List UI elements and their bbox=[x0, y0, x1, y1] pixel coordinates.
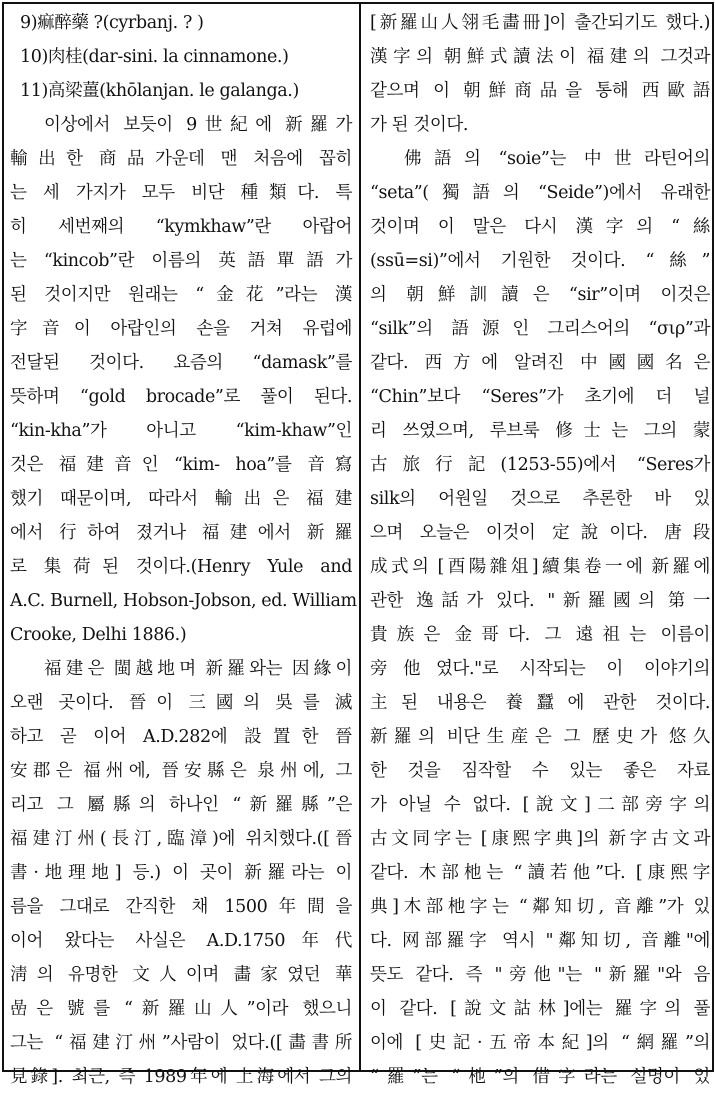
text-line: 같다. 西方에 알려진 中國國名은 bbox=[370, 353, 710, 373]
text-line: 이에 [史記·五帝本紀]의 “網羅”의 bbox=[370, 1033, 710, 1053]
right-column bbox=[370, 6, 710, 1087]
text-line: 같다. 木部杝는 “讀若他”다. [康熙字 bbox=[370, 863, 710, 883]
text-line: 貴族은 金哥다. 그 遠祖는 이름이 bbox=[370, 625, 710, 645]
text-line: 했기 때문이며, 따라서 輸出은 福建 bbox=[10, 489, 352, 509]
text-line: 다. 网部羅字 역시 "鄰知切, 音離"에 bbox=[370, 931, 710, 951]
text-line: 는 세 가지가 모두 비단 種類다. 특 bbox=[10, 183, 352, 203]
text-line: 新羅의 비단生産은 그 歷史가 悠久 bbox=[370, 727, 710, 747]
text-line: 것은 福建音인 “kim- hoa”를 音寫 bbox=[10, 455, 352, 475]
text-line: 福建汀州(長汀,臨漳)에 위치했다.([晉 bbox=[10, 829, 352, 849]
text-line: 書·地理地] 등.) 이 곳이 新羅라는 이 bbox=[10, 863, 352, 883]
text-line: 뜻도 같다. 즉 "旁他"는 "新羅"와 음 bbox=[370, 965, 710, 985]
text-line: (ssū=si)”에서 기원한 것이다. “絲” bbox=[370, 251, 710, 271]
text-line: 히 세번째의 “kymkhaw”란 아랍어 bbox=[10, 217, 352, 237]
text-line: 가 된 것이다. bbox=[370, 115, 469, 135]
text-line: 安郡은 福州에, 晉安縣은 泉州에, 그 bbox=[10, 761, 352, 781]
text-line: 의 朝鮮訓讀은 “sir”이며 이것은 bbox=[370, 285, 710, 305]
text-line: 9)痲醉藥 ?(cyrbanj. ? ) bbox=[20, 13, 204, 33]
text-line: “羅”는 “杝”의 借字라는 설명이 있 bbox=[370, 1067, 710, 1087]
text-line: 그는 “福建汀州”사람이 었다.([畵書所 bbox=[10, 1033, 352, 1053]
text-line: 10)肉桂(dar-sini. la cinnamone.) bbox=[20, 47, 289, 67]
text-line: 旁他였다."로 시작되는 이 이야기의 bbox=[370, 659, 710, 679]
text-line: “silk”의 語源인 그리스어의 “σιρ”과 bbox=[370, 319, 710, 339]
text-line: 뜻하며 “gold brocade”로 풀이 된다. bbox=[10, 387, 352, 407]
text-line: 古文同字는 [康熙字典]의 新字古文과 bbox=[370, 829, 710, 849]
text-line: 字音이 아랍인의 손을 거쳐 유럽에 bbox=[10, 319, 352, 339]
text-line: 11)高梁薑(khōlanjan. le galanga.) bbox=[20, 81, 299, 101]
text-line: 古旅行記(1253-55)에서 “Seres가 bbox=[370, 455, 710, 475]
text-line: 에서 行하여 졌거나 福建에서 新羅 bbox=[10, 523, 352, 543]
text-line: 로 集荷된 것이다.(Henry Yule and bbox=[10, 557, 352, 577]
text-line: 이어 왔다는 사실은 A.D.1750年代 bbox=[10, 931, 352, 951]
text-line: 淸의 유명한 文人이며 畵家였던 華 bbox=[10, 965, 352, 985]
text-line: 典]木部杝字는 “鄰知切, 音離”가 있 bbox=[370, 897, 710, 917]
text-line: 이상에서 보듯이 9世紀에 新羅가 bbox=[44, 115, 352, 135]
text-line: 전달된 것이다. 요즘의 “damask”를 bbox=[10, 353, 352, 373]
left-column bbox=[10, 6, 357, 1087]
text-line: 같으며 이 朝鮮商品을 통해 西歐語 bbox=[370, 81, 710, 101]
text-line: 한 것을 짐작할 수 있는 좋은 자료 bbox=[370, 761, 710, 781]
text-line: 가 아닐 수 없다. [說文]二部旁字의 bbox=[370, 795, 710, 815]
text-line: 것이며 이 말은 다시 漢字의 “絲 bbox=[370, 217, 710, 237]
text-line: 漢字의 朝鮮式讀法이 福建의 그것과 bbox=[370, 47, 710, 67]
text-line: 佛語의 “soie”는 中世라틴어의 bbox=[404, 149, 710, 169]
text-line: 하고 곧 이어 A.D.282에 設置한 晉 bbox=[10, 727, 352, 747]
page-frame bbox=[2, 2, 714, 1087]
text-line: 오랜 곳이다. 晉이 三國의 吳를 滅 bbox=[10, 693, 352, 713]
column-divider bbox=[359, 4, 361, 1070]
text-line: 嵒은 號를 “新羅山人”이라 했으니 bbox=[10, 999, 352, 1019]
text-line: 으며 오늘은 이것이 定說이다. 唐段 bbox=[370, 523, 710, 543]
text-line: 輸出한 商品가운데 맨 처음에 꼽히 bbox=[10, 149, 352, 169]
text-line: 主된 내용은 養蠶에 관한 것이다. bbox=[370, 693, 710, 713]
text-line: “kin-kha”가 아니고 “kim-khaw”인 bbox=[10, 421, 352, 441]
text-line: 成式의 [酉陽雜俎]續集卷一에 新羅에 bbox=[370, 557, 710, 577]
text-line: Crooke, Delhi 1886.) bbox=[10, 625, 187, 645]
text-line: 福建은 閩越地며 新羅와는 因緣이 bbox=[44, 659, 352, 679]
text-line: silk의 어원일 것으로 추론한 바 있 bbox=[370, 489, 710, 509]
text-line: [新羅山人翎毛畵冊]이 출간되기도 했다.) bbox=[370, 13, 710, 33]
text-line: 見錄]. 최근, 즉 1989年에 上海에서 그의 bbox=[10, 1067, 352, 1087]
text-line: 된 것이지만 원래는 “金花”라는 漢 bbox=[10, 285, 352, 305]
text-line: 리 쓰였으며, 루브룩 修士는 그의 蒙 bbox=[370, 421, 710, 441]
text-line: 관한 逸話가 있다. "新羅國의 第一 bbox=[370, 591, 710, 611]
text-line: “Chin”보다 “Seres”가 초기에 더 널 bbox=[370, 387, 710, 407]
text-line: 리고 그 屬縣의 하나인 “新羅縣”은 bbox=[10, 795, 352, 815]
text-line: “seta”(獨語의 “Seide”)에서 유래한 bbox=[370, 183, 710, 203]
text-line: A.C. Burnell, Hobson-Jobson, ed. William bbox=[10, 591, 357, 611]
text-line: 이 같다. [說文詁林]에는 羅字의 풀 bbox=[370, 999, 710, 1019]
text-line: 는 “kincob”란 이름의 英語單語가 bbox=[10, 251, 352, 271]
text-line: 름을 그대로 간직한 채 1500年間을 bbox=[10, 897, 352, 917]
